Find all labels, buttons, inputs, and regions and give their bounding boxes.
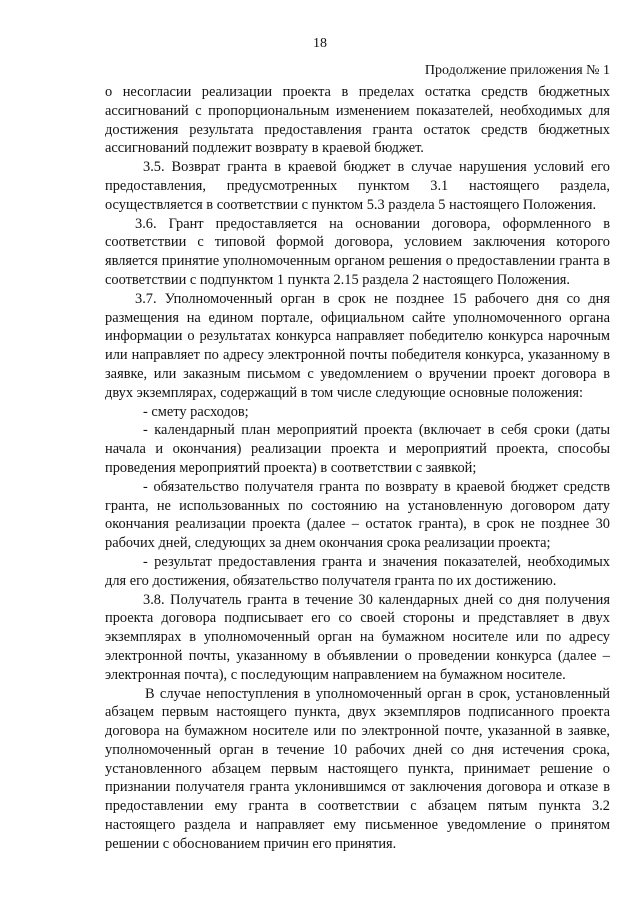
paragraph-3-6: 3.6. Грант предоставляется на основании договора, оформленного в соответствии с типовой формой договора, условием заключения которого является принятие уполномоченным органом решения о предоставлении гранта в соответствии с подпунктом 1 пункта 2.15 раздела 2 настоящего Положения. [105, 215, 610, 288]
list-item-estimate: - смету расходов; [143, 403, 249, 420]
paragraph-3-8: 3.8. Получатель гранта в течение 30 календарных дней со дня получения проекта договора подписывает его со своей стороны и представляет в двух экземплярах в уполномоченный орган на бумажном носителе или по адресу электронной почты, указанному в объявлении о проведении конкурса (далее – электронная почта), с последующим направлением на бумажном носителе. [105, 591, 610, 683]
paragraph-non-receipt: В случае непоступления в уполномоченный орган в срок, установленный абзацем первым настоящего пункта, двух экземпляров подписанного проекта договора на бумажном носителе или по электронной почте, указанной в заявке, уполномоченный орган в течение 10 рабочих дней со дня истечения срока, установленного абзацем первым настоящего пункта, принимает решение о признании получателя гранта уклонившимся от заключения договора и отказе в предоставлении ему гранта в соответствии с абзацем пятым пункта 3.2 настоящего раздела и направляет ему письменное уведомление о принятом решении с обоснованием причин его принятия. [105, 685, 610, 852]
list-item-return-obligation: - обязательство получателя гранта по возврату в краевой бюджет средств гранта, не использованных по состоянию на установленную договором дату окончания реализации проекта (далее – остаток гранта), в срок не позднее 30 рабочих дней, следующих за днем окончания срока реализации проекта; [105, 478, 610, 552]
page-number: 18 [313, 36, 327, 51]
continuation-note: Продолжение приложения № 1 [424, 63, 610, 78]
paragraph-3-7: 3.7. Уполномоченный орган в срок не позднее 15 рабочего дня со дня размещения на едином портале, официальном сайте уполномоченного органа информации о результатах конкурса направляет победителю конкурса нарочным или направляет по адресу электронной почты победителя конкурса, указанному в заявке, или заказным письмом с уведомлением о вручении проект договора в двух экземплярах, содержащий в том числе следующие основные положения: [105, 290, 610, 401]
paragraph-intro: о несогласии реализации проекта в пределах остатка средств бюджетных ассигнований с пропорциональным изменением показателей, необходимых для достижения результата предоставления гранта остаток средств бюджетных ассигнований подлежит возврату в краевой бюджет. [105, 84, 610, 157]
document-body [105, 83, 610, 854]
list-item-calendar-plan: - календарный план мероприятий проекта (включает в себя сроки (даты начала и окончания) реализации проекта и мероприятий проекта, способы проведения мероприятий проекта) в соответствии с заявкой; [105, 422, 610, 476]
paragraph-3-5: 3.5. Возврат гранта в краевой бюджет в случае нарушения условий его предоставления, предусмотренных пунктом 3.1 настоящего раздела, осуществляется в соответствии с пунктом 5.3 раздела 5 настоящего Положения. [105, 159, 610, 213]
list-item-result: - результат предоставления гранта и значения показателей, необходимых для его достижения, обязательство получателя гранта по их достижению. [105, 553, 610, 589]
